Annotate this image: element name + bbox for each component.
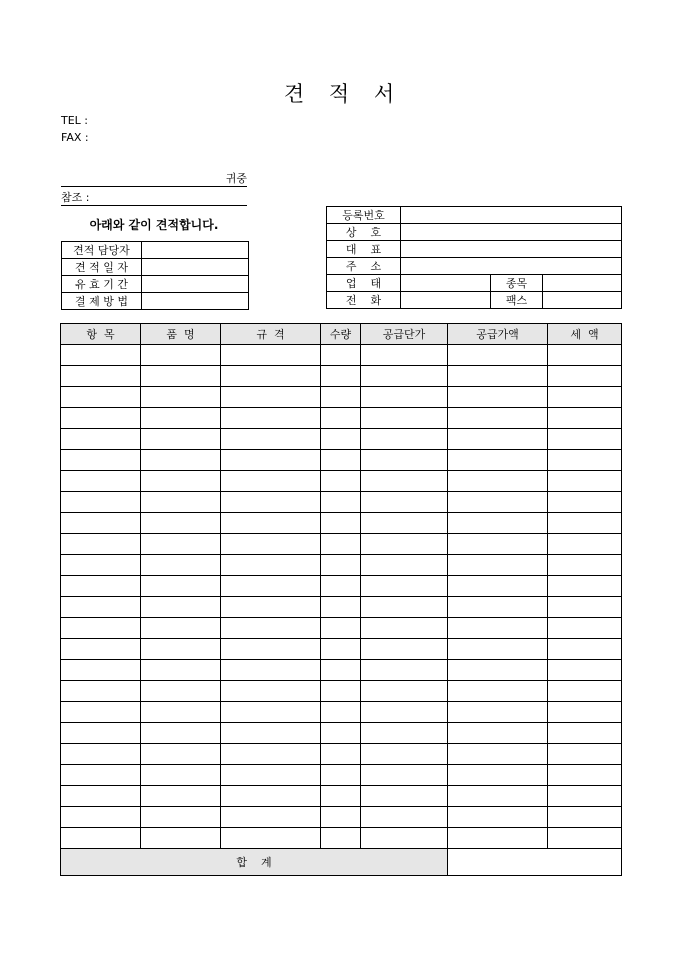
supply-amount-cell[interactable] — [448, 681, 548, 702]
item-cell[interactable] — [61, 471, 141, 492]
unit-price-cell[interactable] — [361, 513, 448, 534]
quantity-cell[interactable] — [321, 450, 361, 471]
unit-price-cell[interactable] — [361, 408, 448, 429]
specification-cell[interactable] — [221, 408, 321, 429]
tax-cell[interactable] — [548, 807, 622, 828]
estimate-manager-field[interactable] — [142, 242, 249, 259]
product-name-cell[interactable] — [141, 492, 221, 513]
item-cell[interactable] — [61, 702, 141, 723]
supply-amount-cell[interactable] — [448, 723, 548, 744]
representative-field[interactable] — [401, 241, 622, 258]
total-label: 합 계 — [61, 849, 448, 876]
unit-price-cell[interactable] — [361, 366, 448, 387]
item-cell[interactable] — [61, 597, 141, 618]
product-name-cell[interactable] — [141, 345, 221, 366]
supply-amount-cell[interactable] — [448, 744, 548, 765]
table-row — [61, 639, 622, 660]
item-cell[interactable] — [61, 513, 141, 534]
specification-cell[interactable] — [221, 387, 321, 408]
tax-cell[interactable] — [548, 492, 622, 513]
unit-price-cell[interactable] — [361, 828, 448, 849]
quantity-cell[interactable] — [321, 387, 361, 408]
tax-cell[interactable] — [548, 345, 622, 366]
business-type-field[interactable] — [401, 275, 491, 292]
tax-cell[interactable] — [548, 366, 622, 387]
product-name-cell[interactable] — [141, 639, 221, 660]
recipient-suffix: 귀중 — [225, 172, 247, 185]
tax-cell[interactable] — [548, 639, 622, 660]
unit-price-cell[interactable] — [361, 387, 448, 408]
item-cell[interactable] — [61, 555, 141, 576]
header-item: 항 목 — [61, 324, 141, 345]
specification-cell[interactable] — [221, 681, 321, 702]
unit-price-cell[interactable] — [361, 786, 448, 807]
quantity-cell[interactable] — [321, 429, 361, 450]
unit-price-cell[interactable] — [361, 681, 448, 702]
address-label: 주 소 — [327, 258, 401, 275]
quantity-cell[interactable] — [321, 681, 361, 702]
product-name-cell[interactable] — [141, 576, 221, 597]
tax-cell[interactable] — [548, 597, 622, 618]
table-row — [61, 681, 622, 702]
product-name-cell[interactable] — [141, 387, 221, 408]
unit-price-cell[interactable] — [361, 744, 448, 765]
specification-cell[interactable] — [221, 660, 321, 681]
supply-amount-cell[interactable] — [448, 639, 548, 660]
product-name-cell[interactable] — [141, 765, 221, 786]
tax-cell[interactable] — [548, 471, 622, 492]
supply-amount-cell[interactable] — [448, 345, 548, 366]
quantity-cell[interactable] — [321, 786, 361, 807]
phone-field[interactable] — [401, 292, 491, 309]
items-table — [60, 323, 622, 876]
unit-price-cell[interactable] — [361, 492, 448, 513]
tax-cell[interactable] — [548, 618, 622, 639]
reference-label: 참조 : — [61, 191, 90, 204]
header-quantity: 수량 — [321, 324, 361, 345]
table-row — [61, 345, 622, 366]
specification-cell[interactable] — [221, 513, 321, 534]
table-row — [61, 618, 622, 639]
specification-cell[interactable] — [221, 744, 321, 765]
validity-period-label: 유 효 기 간 — [62, 276, 142, 293]
product-name-cell[interactable] — [141, 681, 221, 702]
table-row — [61, 765, 622, 786]
payment-method-label: 결 제 방 법 — [62, 293, 142, 310]
supply-amount-cell[interactable] — [448, 366, 548, 387]
supply-amount-cell[interactable] — [448, 765, 548, 786]
fax-label: FAX : — [61, 131, 89, 144]
estimate-date-label: 견 적 일 자 — [62, 259, 142, 276]
unit-price-cell[interactable] — [361, 534, 448, 555]
supply-amount-cell[interactable] — [448, 387, 548, 408]
address-field[interactable] — [401, 258, 622, 275]
product-name-cell[interactable] — [141, 828, 221, 849]
tax-cell[interactable] — [548, 450, 622, 471]
table-row — [61, 429, 622, 450]
payment-method-field[interactable] — [142, 293, 249, 310]
item-cell[interactable] — [61, 618, 141, 639]
business-item-label: 종목 — [491, 275, 543, 292]
quantity-cell[interactable] — [321, 639, 361, 660]
estimate-date-field[interactable] — [142, 259, 249, 276]
product-name-cell[interactable] — [141, 618, 221, 639]
item-cell[interactable] — [61, 681, 141, 702]
quantity-cell[interactable] — [321, 723, 361, 744]
supply-amount-cell[interactable] — [448, 555, 548, 576]
table-row — [61, 366, 622, 387]
tax-cell[interactable] — [548, 660, 622, 681]
fax-field[interactable] — [543, 292, 622, 309]
business-type-label: 업 태 — [327, 275, 401, 292]
supply-amount-cell[interactable] — [448, 660, 548, 681]
tax-cell[interactable] — [548, 786, 622, 807]
recipient-line[interactable] — [61, 170, 247, 187]
document-title: 견 적 서 — [283, 82, 397, 106]
supply-amount-cell[interactable] — [448, 429, 548, 450]
table-row — [61, 408, 622, 429]
estimate-info-row — [62, 293, 249, 310]
specification-cell[interactable] — [221, 576, 321, 597]
supply-amount-cell[interactable] — [448, 618, 548, 639]
unit-price-cell[interactable] — [361, 765, 448, 786]
item-cell[interactable] — [61, 429, 141, 450]
supply-amount-cell[interactable] — [448, 408, 548, 429]
tax-cell[interactable] — [548, 576, 622, 597]
specification-cell[interactable] — [221, 366, 321, 387]
specification-cell[interactable] — [221, 597, 321, 618]
product-name-cell[interactable] — [141, 723, 221, 744]
table-row — [61, 597, 622, 618]
product-name-cell[interactable] — [141, 744, 221, 765]
item-cell[interactable] — [61, 408, 141, 429]
product-name-cell[interactable] — [141, 807, 221, 828]
header-product-name: 품 명 — [141, 324, 221, 345]
product-name-cell[interactable] — [141, 786, 221, 807]
tax-cell[interactable] — [548, 387, 622, 408]
header-specification: 규 격 — [221, 324, 321, 345]
specification-cell[interactable] — [221, 492, 321, 513]
table-row — [61, 660, 622, 681]
quantity-cell[interactable] — [321, 534, 361, 555]
quantity-cell[interactable] — [321, 555, 361, 576]
unit-price-cell[interactable] — [361, 450, 448, 471]
table-row — [61, 471, 622, 492]
unit-price-cell[interactable] — [361, 660, 448, 681]
tax-cell[interactable] — [548, 534, 622, 555]
tax-cell[interactable] — [548, 702, 622, 723]
unit-price-cell[interactable] — [361, 471, 448, 492]
item-cell[interactable] — [61, 492, 141, 513]
product-name-cell[interactable] — [141, 471, 221, 492]
table-row — [61, 702, 622, 723]
supply-amount-cell[interactable] — [448, 828, 548, 849]
product-name-cell[interactable] — [141, 366, 221, 387]
quantity-cell[interactable] — [321, 597, 361, 618]
unit-price-cell[interactable] — [361, 576, 448, 597]
item-cell[interactable] — [61, 660, 141, 681]
supply-amount-cell[interactable] — [448, 450, 548, 471]
header-tax: 세 액 — [548, 324, 622, 345]
unit-price-cell[interactable] — [361, 807, 448, 828]
supply-amount-cell[interactable] — [448, 513, 548, 534]
quantity-cell[interactable] — [321, 807, 361, 828]
product-name-cell[interactable] — [141, 555, 221, 576]
quantity-cell[interactable] — [321, 492, 361, 513]
specification-cell[interactable] — [221, 534, 321, 555]
specification-cell[interactable] — [221, 702, 321, 723]
tax-cell[interactable] — [548, 765, 622, 786]
product-name-cell[interactable] — [141, 408, 221, 429]
estimate-manager-label: 견적 담당자 — [62, 242, 142, 259]
tax-cell[interactable] — [548, 429, 622, 450]
specification-cell[interactable] — [221, 345, 321, 366]
product-name-cell[interactable] — [141, 429, 221, 450]
specification-cell[interactable] — [221, 723, 321, 744]
item-cell[interactable] — [61, 576, 141, 597]
quantity-cell[interactable] — [321, 618, 361, 639]
quantity-cell[interactable] — [321, 345, 361, 366]
item-cell[interactable] — [61, 828, 141, 849]
supply-amount-cell[interactable] — [448, 702, 548, 723]
item-cell[interactable] — [61, 744, 141, 765]
table-row — [61, 576, 622, 597]
specification-cell[interactable] — [221, 471, 321, 492]
quantity-cell[interactable] — [321, 471, 361, 492]
estimate-info-row — [62, 276, 249, 293]
company-name-label: 상 호 — [327, 224, 401, 241]
quantity-cell[interactable] — [321, 744, 361, 765]
representative-label: 대 표 — [327, 241, 401, 258]
supply-amount-cell[interactable] — [448, 492, 548, 513]
table-row — [61, 828, 622, 849]
tax-cell[interactable] — [548, 828, 622, 849]
item-cell[interactable] — [61, 366, 141, 387]
unit-price-cell[interactable] — [361, 639, 448, 660]
specification-cell[interactable] — [221, 450, 321, 471]
table-row — [61, 450, 622, 471]
table-row — [61, 723, 622, 744]
quantity-cell[interactable] — [321, 660, 361, 681]
tax-cell[interactable] — [548, 555, 622, 576]
reference-underline — [61, 205, 247, 206]
specification-cell[interactable] — [221, 555, 321, 576]
item-cell[interactable] — [61, 450, 141, 471]
supply-amount-cell[interactable] — [448, 534, 548, 555]
specification-cell[interactable] — [221, 807, 321, 828]
total-value-field[interactable] — [448, 849, 622, 876]
table-row — [61, 744, 622, 765]
validity-period-field[interactable] — [142, 276, 249, 293]
item-cell[interactable] — [61, 807, 141, 828]
quantity-cell[interactable] — [321, 576, 361, 597]
specification-cell[interactable] — [221, 786, 321, 807]
company-name-field[interactable] — [401, 224, 622, 241]
specification-cell[interactable] — [221, 429, 321, 450]
item-cell[interactable] — [61, 723, 141, 744]
specification-cell[interactable] — [221, 828, 321, 849]
table-row — [61, 534, 622, 555]
tax-cell[interactable] — [548, 681, 622, 702]
item-cell[interactable] — [61, 639, 141, 660]
table-row — [61, 492, 622, 513]
item-cell[interactable] — [61, 786, 141, 807]
unit-price-cell[interactable] — [361, 618, 448, 639]
quantity-cell[interactable] — [321, 366, 361, 387]
registration-no-field[interactable] — [401, 207, 622, 224]
supply-amount-cell[interactable] — [448, 471, 548, 492]
estimate-info-table — [61, 241, 249, 310]
table-row — [61, 786, 622, 807]
item-cell[interactable] — [61, 345, 141, 366]
header-unit-price: 공급단가 — [361, 324, 448, 345]
unit-price-cell[interactable] — [361, 723, 448, 744]
specification-cell[interactable] — [221, 765, 321, 786]
item-cell[interactable] — [61, 387, 141, 408]
quantity-cell[interactable] — [321, 513, 361, 534]
quantity-cell[interactable] — [321, 765, 361, 786]
greeting-text: 아래와 같이 견적합니다. — [89, 218, 219, 232]
supplier-info-table — [326, 206, 622, 309]
unit-price-cell[interactable] — [361, 429, 448, 450]
quantity-cell[interactable] — [321, 408, 361, 429]
table-row — [61, 513, 622, 534]
unit-price-cell[interactable] — [361, 702, 448, 723]
unit-price-cell[interactable] — [361, 597, 448, 618]
specification-cell[interactable] — [221, 618, 321, 639]
product-name-cell[interactable] — [141, 597, 221, 618]
item-cell[interactable] — [61, 765, 141, 786]
supply-amount-cell[interactable] — [448, 597, 548, 618]
tax-cell[interactable] — [548, 744, 622, 765]
items-header-row — [61, 324, 622, 345]
table-row — [61, 555, 622, 576]
supply-amount-cell[interactable] — [448, 807, 548, 828]
total-row — [61, 849, 622, 876]
quantity-cell[interactable] — [321, 702, 361, 723]
tel-label: TEL : — [61, 114, 89, 127]
supply-amount-cell[interactable] — [448, 576, 548, 597]
phone-label: 전 화 — [327, 292, 401, 309]
product-name-cell[interactable] — [141, 702, 221, 723]
product-name-cell[interactable] — [141, 534, 221, 555]
item-cell[interactable] — [61, 534, 141, 555]
specification-cell[interactable] — [221, 639, 321, 660]
quantity-cell[interactable] — [321, 828, 361, 849]
supply-amount-cell[interactable] — [448, 786, 548, 807]
product-name-cell[interactable] — [141, 660, 221, 681]
unit-price-cell[interactable] — [361, 555, 448, 576]
table-row — [61, 387, 622, 408]
product-name-cell[interactable] — [141, 513, 221, 534]
table-row — [61, 807, 622, 828]
header-supply-amount: 공급가액 — [448, 324, 548, 345]
tax-cell[interactable] — [548, 513, 622, 534]
estimate-info-row — [62, 242, 249, 259]
tax-cell[interactable] — [548, 723, 622, 744]
product-name-cell[interactable] — [141, 450, 221, 471]
estimate-info-row — [62, 259, 249, 276]
unit-price-cell[interactable] — [361, 345, 448, 366]
tax-cell[interactable] — [548, 408, 622, 429]
business-item-field[interactable] — [543, 275, 622, 292]
registration-no-label: 등록번호 — [327, 207, 401, 224]
fax-label-supplier: 팩스 — [491, 292, 543, 309]
